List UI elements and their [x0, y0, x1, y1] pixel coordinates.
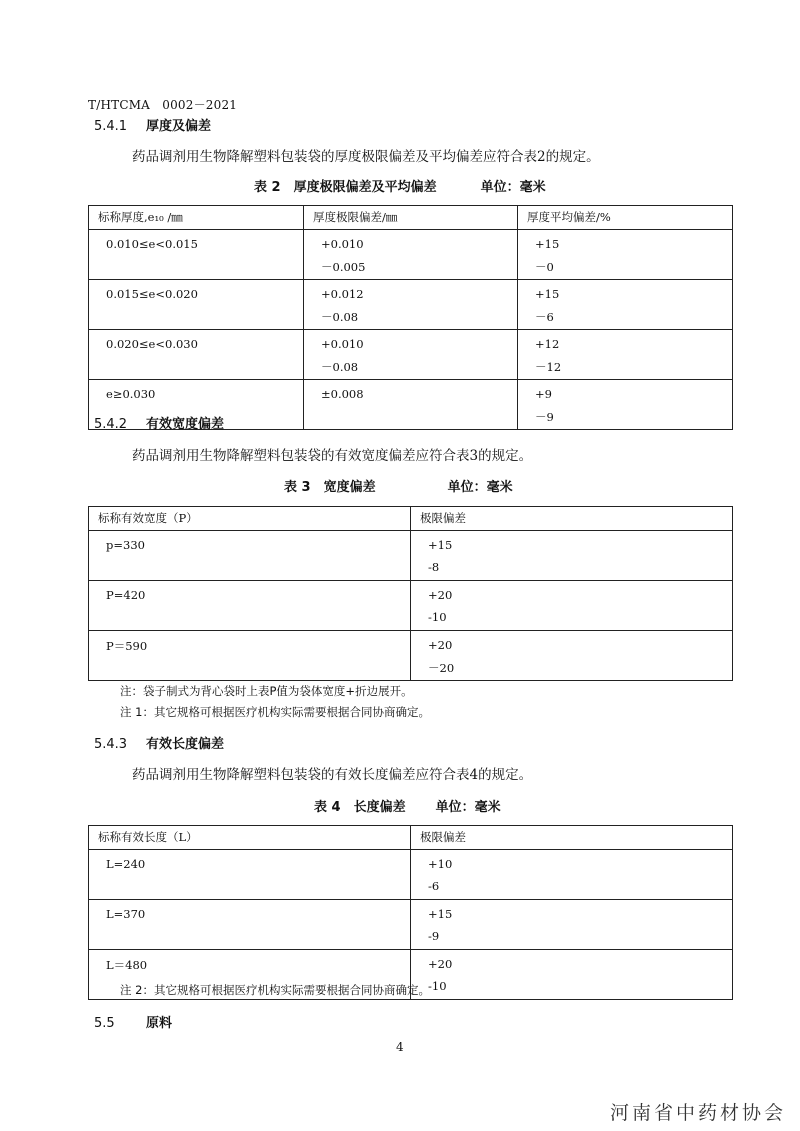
header-cell: 标称厚度,e₁₀ /㎜ [89, 206, 304, 230]
table-cell: +20 -10 [411, 581, 733, 631]
table-3-note: 注：袋子制式为背心袋时上表P值为袋体宽度+折边展开。 [120, 684, 413, 698]
table-header-row [89, 507, 733, 531]
section-paragraph-5-4-1: 药品调剂用生物降解塑料包装袋的厚度极限偏差及平均偏差应符合表2的规定。 [132, 149, 600, 165]
table-cell: +9 －9 [518, 380, 733, 430]
table-cell: +20 -10 [411, 950, 733, 1000]
table-cell: L=240 [89, 850, 411, 900]
section-number: 5.4.3 [94, 737, 128, 752]
caption-title: 表 2 厚度极限偏差及平均偏差 [254, 180, 437, 195]
table-3-caption [284, 476, 513, 495]
section-heading-5-4-3 [94, 733, 224, 752]
table-cell: +12 －12 [518, 330, 733, 380]
table-cell: +15 -8 [411, 531, 733, 581]
page-number: 4 [396, 1040, 404, 1054]
table-cell: +0.010 －0.005 [304, 230, 518, 280]
table-cell: L＝480 [89, 950, 411, 1000]
table-header-row [89, 826, 733, 850]
table-cell: +10 -6 [411, 850, 733, 900]
section-heading-5-5 [94, 1012, 172, 1031]
table-cell: 0.015≤e<0.020 [89, 280, 304, 330]
table-row [89, 631, 733, 681]
table-cell: e≥0.030 [89, 380, 304, 430]
section-title: 有效宽度偏差 [146, 417, 225, 432]
watermark: 河南省中药材协会 [609, 1102, 786, 1124]
section-number: 5.5 [94, 1016, 115, 1031]
section-paragraph-5-4-2: 药品调剂用生物降解塑料包装袋的有效宽度偏差应符合表3的规定。 [132, 448, 533, 464]
table-cell: L=370 [89, 900, 411, 950]
table-cell: 0.020≤e<0.030 [89, 330, 304, 380]
section-heading-5-4-2 [94, 413, 224, 432]
caption-title: 表 4 长度偏差 [314, 800, 406, 815]
table-cell: P＝590 [89, 631, 411, 681]
table-4 [88, 825, 733, 1000]
section-heading-5-4-1 [94, 115, 211, 134]
table-row [89, 330, 733, 380]
table-cell: P=420 [89, 581, 411, 631]
caption-unit: 单位：毫米 [435, 800, 501, 815]
table-cell: +0.012 －0.08 [304, 280, 518, 330]
table-row [89, 850, 733, 900]
table-cell: +15 －6 [518, 280, 733, 330]
table-4-caption [314, 796, 501, 815]
table-cell: +0.010 －0.08 [304, 330, 518, 380]
table-header-row [89, 206, 733, 230]
section-number: 5.4.1 [94, 119, 128, 134]
header-cell: 极限偏差 [411, 826, 733, 850]
table-row [89, 531, 733, 581]
header-cell: 极限偏差 [411, 507, 733, 531]
table-2 [88, 205, 733, 430]
table-4-note-2: 注 2：其它规格可根据医疗机构实际需要根据合同协商确定。 [120, 983, 430, 997]
section-number: 5.4.2 [94, 417, 128, 432]
table-row [89, 230, 733, 280]
table-cell: +15 －0 [518, 230, 733, 280]
table-row [89, 280, 733, 330]
document-header: T/HTCMA 0002－2021 [88, 98, 238, 112]
header-cell: 厚度极限偏差/㎜ [304, 206, 518, 230]
table-cell: p=330 [89, 531, 411, 581]
caption-unit: 单位：毫米 [447, 480, 513, 495]
table-3-note-1: 注 1：其它规格可根据医疗机构实际需要根据合同协商确定。 [120, 705, 430, 719]
table-2-caption [254, 176, 546, 195]
table-cell: +20 －20 [411, 631, 733, 681]
caption-unit: 单位：毫米 [480, 180, 546, 195]
table-cell: 0.010≤e<0.015 [89, 230, 304, 280]
table-row [89, 900, 733, 950]
table-row [89, 581, 733, 631]
header-cell: 厚度平均偏差/% [518, 206, 733, 230]
table-cell: +15 -9 [411, 900, 733, 950]
section-paragraph-5-4-3: 药品调剂用生物降解塑料包装袋的有效长度偏差应符合表4的规定。 [132, 767, 533, 783]
section-title: 有效长度偏差 [146, 737, 225, 752]
section-title: 厚度及偏差 [146, 119, 212, 134]
table-cell: ±0.008 [304, 380, 518, 430]
header-cell: 标称有效长度（L） [89, 826, 411, 850]
table-3 [88, 506, 733, 681]
caption-title: 表 3 宽度偏差 [284, 480, 376, 495]
header-cell: 标称有效宽度（P） [89, 507, 411, 531]
section-title: 原料 [146, 1016, 173, 1031]
